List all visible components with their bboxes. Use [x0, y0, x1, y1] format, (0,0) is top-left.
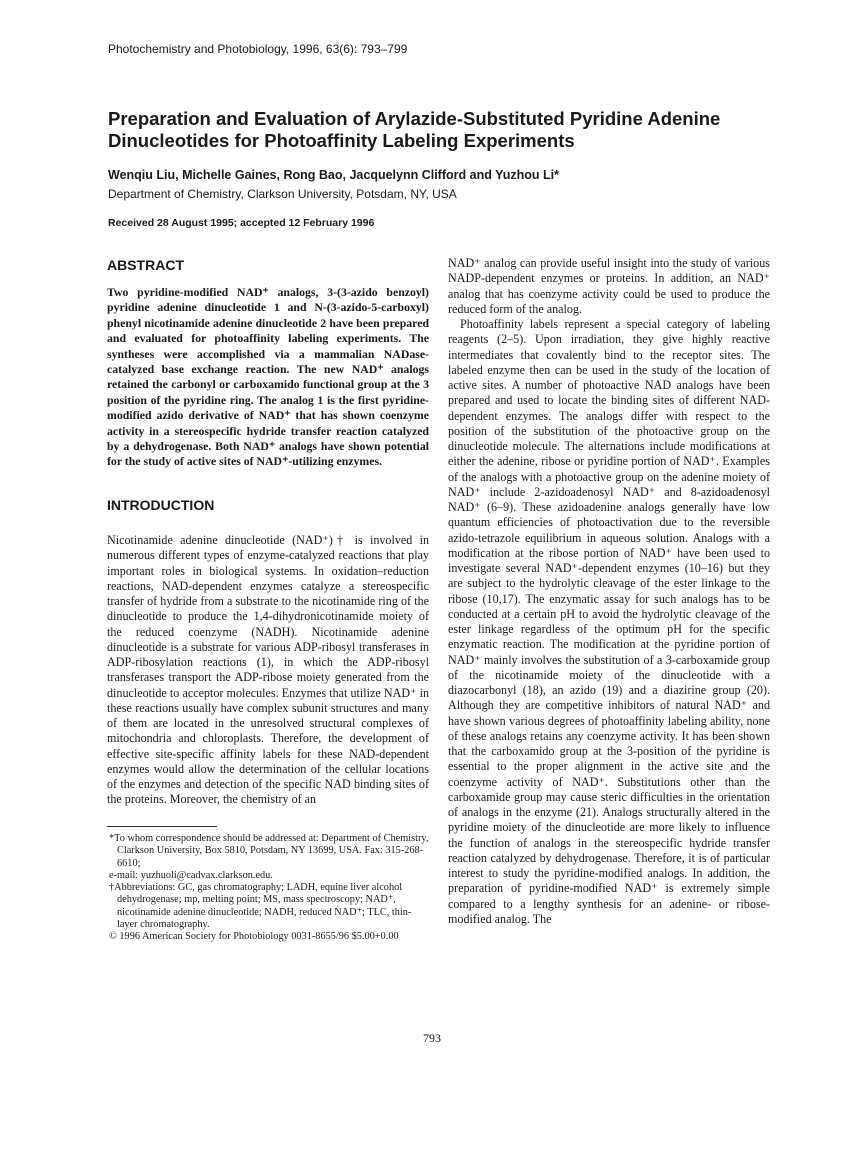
- footnote-divider: [107, 826, 217, 827]
- introduction-left-column: [107, 533, 429, 808]
- abstract-heading: ABSTRACT: [107, 257, 184, 273]
- introduction-paragraph: Photoaffinity labels represent a special category of labeling reagents (2–5). Upon irradiation, they give highly reactive intermediates that covalently bind to the receptor sites. The labeled enzyme then can be used in the study of the location of active sites. A number of photoactive NAD analogs have been prepared and used to locate the binding sites of different NAD-dependent enzymes. The analogs differ with respect to the position of the substitution of the photoactive group on the dinucleotide molecule. The alternations include modifications at either the adenine, ribose or pyridine portion of NAD⁺. Examples of the analogs with a photoactive group on the adenine moiety of NAD⁺ include 2-azidoadenosyl NAD⁺ and 8-azidoadenosyl NAD⁺ (6–9). These azidoadenine analogs generally have low quantum efficiencies of photoactivation due to the reversible azido-tetrazole equilibrium in aqueous solution. Analogs with a modification at the ribose portion of NAD⁺ have been used to investigate several NAD⁺-dependent enzymes (10–16) but they are subject to the hydrolytic cleavage of the ester linkage to the ribose (10,17). The enzymatic assay for such analogs has to be conducted at a certain pH to avoid the hydrolytic cleavage of the ester linkage regardless of the optimum pH for the specific enzymatic reaction. The modification at the pyridine portion of NAD⁺ mainly involves the substitution of a 3-carboxamide group of the nicotinamide moiety of the dinucleotide with a diazocarbonyl (18), an azido (19) and a diazirine group (20). Although they are competitive inhibitors of natural NAD⁺ and have shown various degrees of photoaffinity labeling ability, none of these analogs retains any coenzyme activity. It has been shown that the carboxamido group at the 3-position of the pyridine is essential to the proper alignment in the active site and the coenzyme activity of NAD⁺. Substitutions other than the carboxamide group may cause steric difficulties in the orientation of analogs in the enzyme (21). Analogs structurally altered in the pyridine moiety of the dinucleotide are more likely to influence the function of analogs in the stereospecific hydride transfer reaction catalyzed by dehydrogenase. Therefore, it is of particular interest to study the pyridine-modified analogs. In addition, the preparation of pyridine-modified NAD⁺ is extremely simple compared to a lengthy synthesis for an adenine- or ribose-modified analog. The: [448, 317, 770, 926]
- email-footnote: e-mail: yuzhuoli@cadvax.clarkson.edu.: [109, 869, 273, 881]
- page-number: 793: [423, 1031, 441, 1045]
- abstract-text: [107, 285, 429, 470]
- introduction-paragraph: NAD⁺ analog can provide useful insight into the study of various NADP-dependent enzymes or proteins. In addition, an NAD⁺ analog that has coenzyme activity could be used to produce the reduced form of the analog.: [448, 256, 770, 316]
- copyright-line: © 1996 American Society for Photobiology 0031-8655/96 $5.00+0.00: [109, 931, 399, 943]
- introduction-paragraph: Nicotinamide adenine dinucleotide (NAD⁺)† is involved in numerous different types of enzyme-catalyzed reactions that play important roles in biological systems. In oxidation–reduction reactions, NAD-dependent enzymes catalyze a stereospecific transfer of hydride from a substrate to the nicotinamide ring of the dinucleotide to produce the 1,4-dihydronicotinamide moiety of the reduced coenzyme (NADH). Nicotinamide adenine dinucleotide is a substrate for various ADP-ribosyl transferases in ADP-ribosylation reactions (1), in which the ADP-ribosyl transferases transport the ADP-ribose moiety generated from the dinucleotide to acceptor molecules. Enzymes that utilize NAD⁺ in these reactions usually have complex subunit structures and many of them are located in the unresolved structural complexes of mitochondria and chloroplasts. Therefore, the development of effective site-specific affinity labels for these NAD-dependent enzymes would allow the determination of the cellular locations of the enzymes and detection of the specific NAD binding sites of the proteins. Moreover, the chemistry of an: [107, 533, 429, 807]
- footnotes: [107, 833, 429, 944]
- article-title: Preparation and Evaluation of Arylazide-Substituted Pyridine Adenine Dinucleotides for Photoaffinity Labeling Experiments: [108, 108, 721, 151]
- author-list: Wenqiu Liu, Michelle Gaines, Rong Bao, Jacquelynn Clifford and Yuzhou Li*: [108, 168, 559, 182]
- running-head: Photochemistry and Photobiology, 1996, 63(6): 793–799: [108, 42, 408, 56]
- introduction-right-column: [448, 256, 770, 927]
- affiliation: Department of Chemistry, Clarkson University, Potsdam, NY, USA: [108, 187, 457, 201]
- introduction-heading: INTRODUCTION: [107, 497, 215, 513]
- abbreviations-footnote: †Abbreviations: GC, gas chromatography; LADH, equine liver alcohol dehydrogenase; mp, melting point; MS, mass spectroscopy; NAD⁺, nicotinamide adenine dinucleotide; NADH, reduced NAD⁺; TLC, thin-layer chromatography.: [109, 882, 412, 931]
- received-dates: Received 28 August 1995; accepted 12 February 1996: [108, 217, 375, 229]
- correspondence-footnote: *To whom correspondence should be addressed at: Department of Chemistry, Clarkson University, Box 5810, Potsdam, NY 13699, USA. Fax: 315-268-6610;: [109, 833, 429, 869]
- abstract-paragraph: Two pyridine-modified NAD⁺ analogs, 3-(3-azido benzoyl) pyridine adenine dinucleotide 1 and N-(3-azido-5-carboxyl) phenyl nicotinamide adenine dinucleotide 2 have been prepared and evaluated for photoaffinity labeling experiments. The syntheses were accomplished via a mammalian NADase-catalyzed base exchange reaction. The new NAD⁺ analogs retained the carbonyl or carboxamido functional group at the 3 position of the pyridine ring. The analog 1 is the first pyridine-modified azido derivative of NAD⁺ that has shown coenzyme activity in a stereospecific hydride transfer reaction catalyzed by a dehydrogenase. Both NAD⁺ analogs have shown potential for the study of active sites of NAD⁺-utilizing enzymes.: [107, 285, 429, 469]
